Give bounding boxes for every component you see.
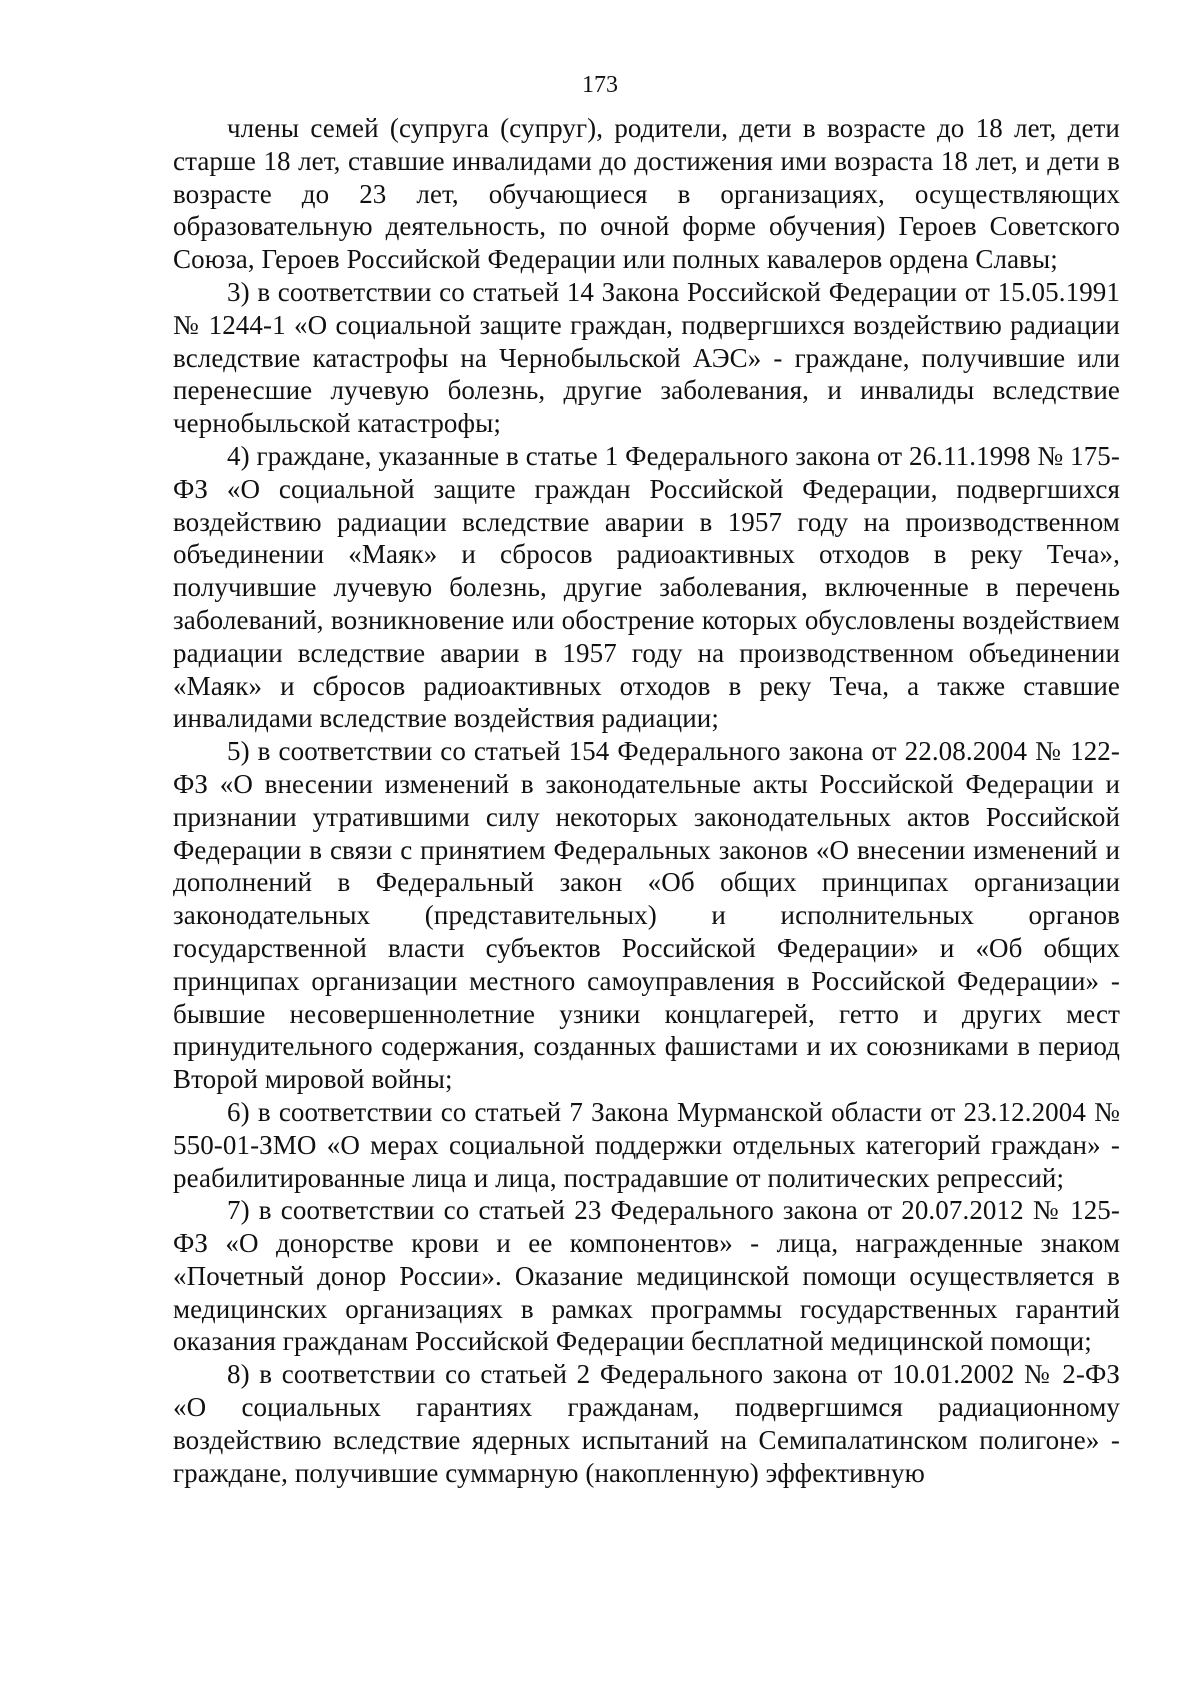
- paragraph-item-5: 5) в соответствии со статьей 154 Федерального закона от 22.08.2004 № 122-ФЗ «О внесении изменений в законодательные акты Российской Федерации и признании утратившими силу некоторых законодательных актов Российской Федерации в связи с принятием Федеральных законов «О внесении изменений и дополнений в Федеральный закон «Об общих принципах организации законодательных (представительных) и исполнительных органов государственной власти субъектов Российской Федерации» и «Об общих принципах организации местного самоуправления в Российской Федерации» - бывшие несовершеннолетние узники концлагерей, гетто и других мест принудительного содержания, созданных фашистами и их союзниками в период Второй мировой войны;: [173, 736, 1120, 1095]
- paragraph-item-7: 7) в соответствии со статьей 23 Федерального закона от 20.07.2012 № 125-ФЗ «О донорстве крови и ее компонентов» - лица, награжденные знаком «Почетный донор России». Оказание медицинской помощи осуществляется в медицинских организациях в рамках программы государственных гарантий оказания гражданам Российской Федерации бесплатной медицинской помощи;: [173, 1195, 1120, 1357]
- paragraph-item-6: 6) в соответствии со статьей 7 Закона Мурманской области от 23.12.2004 № 550-01-ЗМО «О мерах социальной поддержки отдельных категорий граждан» - реабилитированные лица и лица, пострадавшие от политических репрессий;: [173, 1096, 1120, 1193]
- page-number: 173: [582, 72, 618, 98]
- paragraph-item-4: 4) граждане, указанные в статье 1 Федерального закона от 26.11.1998 № 175-ФЗ «О социальной защите граждан Российской Федерации, подвергшихся воздействию радиации вследствие аварии в 1957 году на производственном объединении «Маяк» и сбросов радиоактивных отходов в реку Теча», получившие лучевую болезнь, другие заболевания, включенные в перечень заболеваний, возникновение или обострение которых обусловлены воздействием радиации вследствие аварии в 1957 году на производственном объединении «Маяк» и сбросов радиоактивных отходов в реку Теча, а также ставшие инвалидами вследствие воздействия радиации;: [173, 440, 1120, 734]
- document-body: [173, 112, 1120, 1489]
- paragraph-continuation: члены семей (супруга (супруг), родители, дети в возрасте до 18 лет, дети старше 18 лет, ставшие инвалидами до достижения ими возраста 18 лет, и дети в возрасте до 23 лет, обучающиеся в организациях, осуществляющих образовательную деятельность, по очной форме обучения) Героев Советского Союза, Героев Российской Федерации или полных кавалеров ордена Славы;: [173, 113, 1120, 275]
- paragraph-item-8: 8) в соответствии со статьей 2 Федерального закона от 10.01.2002 № 2-ФЗ «О социальных гарантиях гражданам, подвергшимся радиационному воздействию вследствие ядерных испытаний на Семипалатинском полигоне» - граждане, получившие суммарную (накопленную) эффективную: [173, 1359, 1120, 1488]
- paragraph-item-3: 3) в соответствии со статьей 14 Закона Российской Федерации от 15.05.1991 № 1244-1 «О социальной защите граждан, подвергшихся воздействию радиации вследствие катастрофы на Чернобыльской АЭС» - граждане, получившие или перенесшие лучевую болезнь, другие заболевания, и инвалиды вследствие чернобыльской катастрофы;: [173, 276, 1120, 439]
